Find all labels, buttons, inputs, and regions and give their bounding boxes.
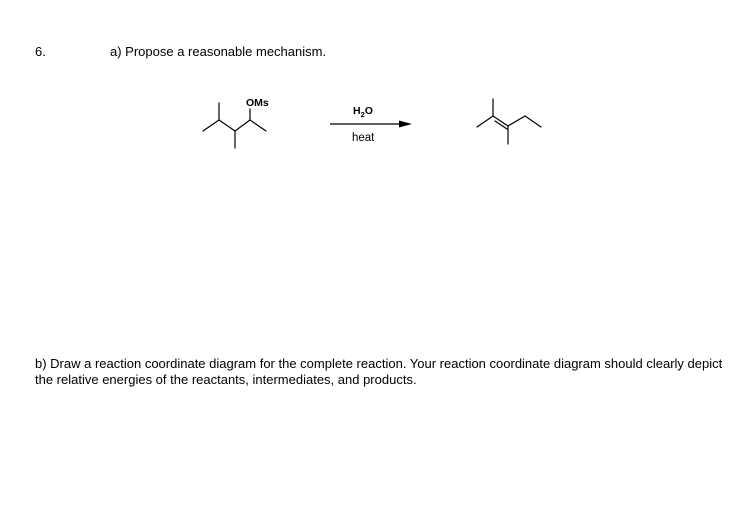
question-number: 6. [35,44,46,59]
reagent-label [353,105,373,119]
reagent-subscript: 2 [360,110,365,119]
reaction-scheme [0,0,730,200]
reagent-main: H [353,105,361,117]
reaction-arrow [330,121,412,128]
leaving-group-label: OMs [246,97,269,109]
condition-label: heat [352,132,375,144]
part-b-prompt: b) Draw a reaction coordinate diagram for the complete reaction. Your reaction coordinate diagram should clearly depict the relative energies of the reactants, intermediates, and products. [35,356,723,387]
reactant-structure [203,103,266,148]
reagent-tail: O [364,105,373,117]
part-a-prompt: a) Propose a reasonable mechanism. [110,44,327,59]
product-structure [477,99,541,144]
